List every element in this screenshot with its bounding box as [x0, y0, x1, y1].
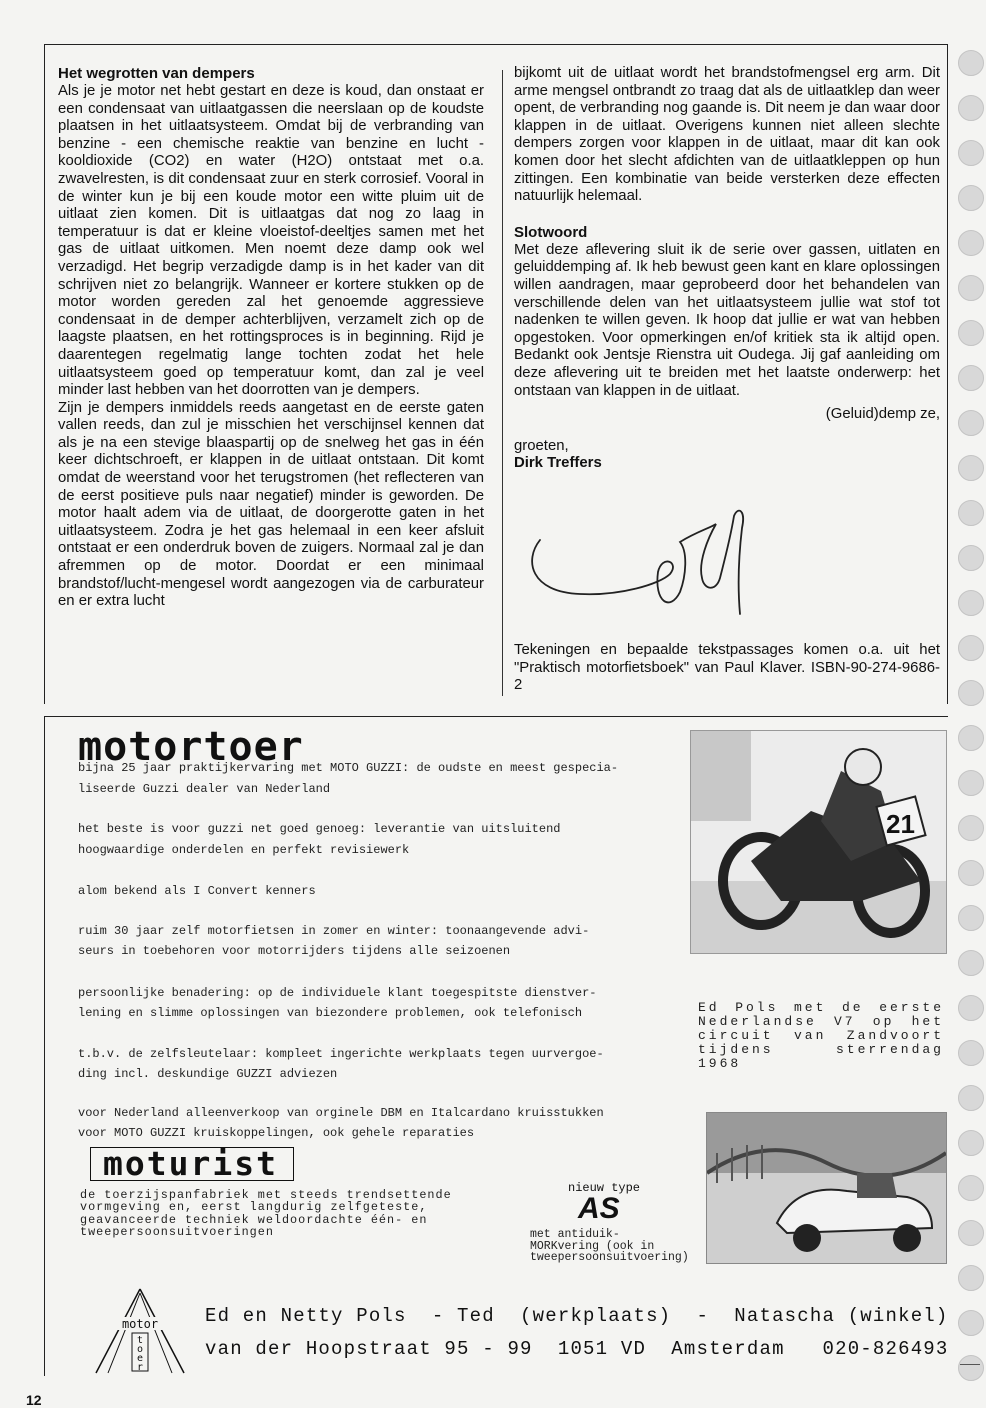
- moturist-logo: moturist: [103, 1144, 278, 1183]
- race-number: 21: [886, 809, 915, 839]
- binder-hole: [958, 50, 984, 76]
- heading-wegrotten: Het wegrotten van dempers: [58, 65, 255, 82]
- paragraph: Zijn je dempers inmiddels reeds aangetast en de eerste gaten vallen reeds, dan zul je misschien het verschijnsel kennen dat als je na een stevige blaaspartij op de snelweg het gas in één keer dichtschroeft, er klappen in de uitlaat ontstaan. Dit komt omdat de weerstand voor het terugstromen (het reflecteren van de eerst positieve puls naar negatief) minder is geworden. De motor haalt adem via de uitlaat, de doorgerotte gaten in het uitlaatsysteem. Zodra je het gas helemaal in een keer afsluit ontstaat er een onderdruk boven de zuigers. Normaal zal je dan afremmen op de motor. Doordat er een minimaal brandstof/lucht-mengesel wordt aangezogen via de carburateur en er extra lucht: [58, 399, 484, 610]
- binder-hole: [958, 590, 984, 616]
- greeting: groeten,: [514, 437, 569, 454]
- racer-photo: [690, 730, 947, 954]
- binder-hole: [958, 950, 984, 976]
- binder-hole: [958, 995, 984, 1021]
- ad-line: hoogwaardige onderdelen en perfekt revisiewerk: [78, 843, 410, 857]
- closing-line: (Geluid)demp ze,: [825, 406, 940, 423]
- binder-holes: [956, 40, 986, 1402]
- article-right-column: [514, 65, 940, 473]
- ad-line: het beste is voor guzzi net goed genoeg: leverantie van uitsluitend: [78, 822, 561, 836]
- handwritten-signature: [520, 502, 780, 632]
- page-number: 12: [26, 1392, 42, 1408]
- moturist-logo-box: [90, 1144, 294, 1183]
- ad-line: alom bekend als I Convert kenners: [78, 884, 316, 898]
- logo-word-toer: t o e r: [136, 1335, 144, 1373]
- binder-hole: [958, 410, 984, 436]
- logo-word-motor: motor: [121, 1317, 159, 1331]
- divider: [960, 1364, 980, 1365]
- binder-hole: [958, 725, 984, 751]
- ad-line: lening en slimme oplossingen van biezondere problemen, ook telefonisch: [78, 1006, 583, 1020]
- ad-line: ruim 30 jaar zelf motorfietsen in zomer en winter: toonaangevende advi-: [78, 924, 590, 938]
- paragraph: Als je je motor net hebt gestart en deze is koud, dan onstaat er een condensaat van uitlaatgassen die neerslaan op de koudste plaatsen in het uitlaatsysteem. Omdat bij de verbranding van benzine - een chemische reaktie van benzine en lucht - kooldioxide (CO2) en water (H2O) ontstaat met o.a. zwavelresten, is dit condensaat zuur en sterk corrosief. Vooral in de winter kun je bij een koude motor een witte pluim uit de uitlaat zien komen. Dit is uitlaatgas dat nog zo laag in temperatuur is dat er kleine vloeistof-deeltjes samen met het gas de uitlaat uitkomen. Men noemt deze damp ook wel verzadigd. Het begrip verzadigde damp is in het kader van dit schrijven niet zo belangrijk. Wanneer er kortere stukken op de motor worden gereden zal het genoemde aggressieve condensaat in de demper achterblijven, verzamelt zich op de laagste plaatsen, en het rottingsproces is in beginning. Rijd je daarentegen regelmatig lange tochten zodat het hele uitlaatsysteem goed op temperatuur komt, dan zal je veel minder last hebben van het doorrotten van je dempers.: [58, 83, 484, 399]
- ad-line: bijna 25 jaar praktijkervaring met MOTO GUZZI: de oudste en meest gespecia-: [78, 761, 619, 775]
- article-left-column: [58, 65, 484, 611]
- author-name: Dirk Treffers: [514, 455, 602, 472]
- binder-hole: [958, 500, 984, 526]
- footer-names: Ed en Netty Pols - Ted (werkplaats) - Natascha (winkel): [205, 1305, 949, 1327]
- binder-hole: [958, 1040, 984, 1066]
- sidecar-photo: [706, 1112, 947, 1264]
- binder-hole: [958, 1310, 984, 1336]
- ad-line: liseerde Guzzi dealer van Nederland: [78, 782, 331, 796]
- column-divider: [502, 70, 503, 696]
- ad-line: seurs in toebehoren voor motorrijders tijdens alle seizoenen: [78, 944, 511, 958]
- credits-note: Tekeningen en bepaalde tekstpassages komen o.a. uit het "Praktisch motorfietsboek" van Paul Klaver. ISBN-90-274-9686-2: [514, 642, 940, 694]
- ad-line: voor Nederland alleenverkoop van orginele DBM en Italcardano kruisstukken: [78, 1106, 604, 1120]
- motortoer-road-logo: [94, 1287, 186, 1377]
- binder-hole: [958, 1175, 984, 1201]
- footer-address: van der Hoopstraat 95 - 99 1051 VD Amsterdam 020-826493: [205, 1338, 949, 1360]
- photo-caption: Ed Pols met de eerste Nederlandse V7 op het circuit van Zandvoort tijdens sterrendag 1968: [698, 1000, 944, 1071]
- heading-slotwoord: Slotwoord: [514, 223, 588, 241]
- binder-hole: [958, 1130, 984, 1156]
- binder-hole: [958, 275, 984, 301]
- binder-hole: [958, 365, 984, 391]
- binder-hole: [958, 320, 984, 346]
- binder-hole: [958, 635, 984, 661]
- motortoer-logo: motortoer: [78, 724, 304, 770]
- ad-line: voor MOTO GUZZI kruiskoppelingen, ook gehele reparaties: [78, 1126, 475, 1140]
- binder-hole: [958, 455, 984, 481]
- binder-hole: [958, 815, 984, 841]
- binder-hole: [958, 1355, 984, 1381]
- ad-line: ding incl. deskundige GUZZI adviezen: [78, 1067, 338, 1081]
- binder-hole: [958, 230, 984, 256]
- paragraph: Met deze aflevering sluit ik de serie over gassen, uitlaten en geluiddemping af. Ik heb bewust geen kant en klare oplossingen willen aandragen, maar geprobeerd door het behandelen van verschillende delen van het uitlaatsysteem jullie wat stof tot nadenken te willen geven. Ik hoop dat jullie er wat van hebben opgestoken. Voor opmerkingen en/of kritiek sta ik altijd open. Bedankt ook Jentsje Rienstra uit Oudega. Jij gaf aanleiding om deze aflevering uit te breiden met het laatste onderwerp: het ontstaan van klappen in de uitlaat.: [514, 241, 940, 399]
- new-type-name: AS: [578, 1192, 620, 1225]
- binder-hole: [958, 680, 984, 706]
- binder-hole: [958, 545, 984, 571]
- ad-line: t.b.v. de zelfsleutelaar: kompleet ingerichte werkplaats tegen uurvergoe-: [78, 1047, 604, 1061]
- moturist-description: de toerzijspanfabriek met steeds trendsettende vormgeving en, eerst langdurig zelfgeteste, geavanceerde techniek weldoordachte één- en tweepersoonsuitvoeringen: [80, 1188, 452, 1240]
- binder-hole: [958, 1265, 984, 1291]
- binder-hole: [958, 1085, 984, 1111]
- ad-line: persoonlijke benadering: op de individuele klant toegespitste dienstver-: [78, 986, 597, 1000]
- binder-hole: [958, 95, 984, 121]
- binder-hole: [958, 185, 984, 211]
- new-type-description: met antiduik- MORKvering (ook in tweepersoonsuitvoering): [530, 1228, 689, 1264]
- binder-hole: [958, 860, 984, 886]
- new-type-label: nieuw type: [568, 1181, 641, 1195]
- binder-hole: [958, 1220, 984, 1246]
- binder-hole: [958, 770, 984, 796]
- binder-hole: [958, 140, 984, 166]
- binder-hole: [958, 905, 984, 931]
- paragraph: bijkomt uit de uitlaat wordt het brandstofmengsel erg arm. Dit arme mengsel ontbrandt zo traag dat als de uitlaatklep dan weer opent, de verbranding nog gaande is. Dit neem je dan waar door klappen in de uitlaat. Overigens kunnen niet alleen slechte dempers zorgen voor klappen in de uitlaat, maar dit kan ook komen door het slecht afdichten van de uitlaatkleppen op hun zittingen. Een kombinatie van beide versterken deze effecten natuurlijk helemaal.: [514, 65, 940, 205]
